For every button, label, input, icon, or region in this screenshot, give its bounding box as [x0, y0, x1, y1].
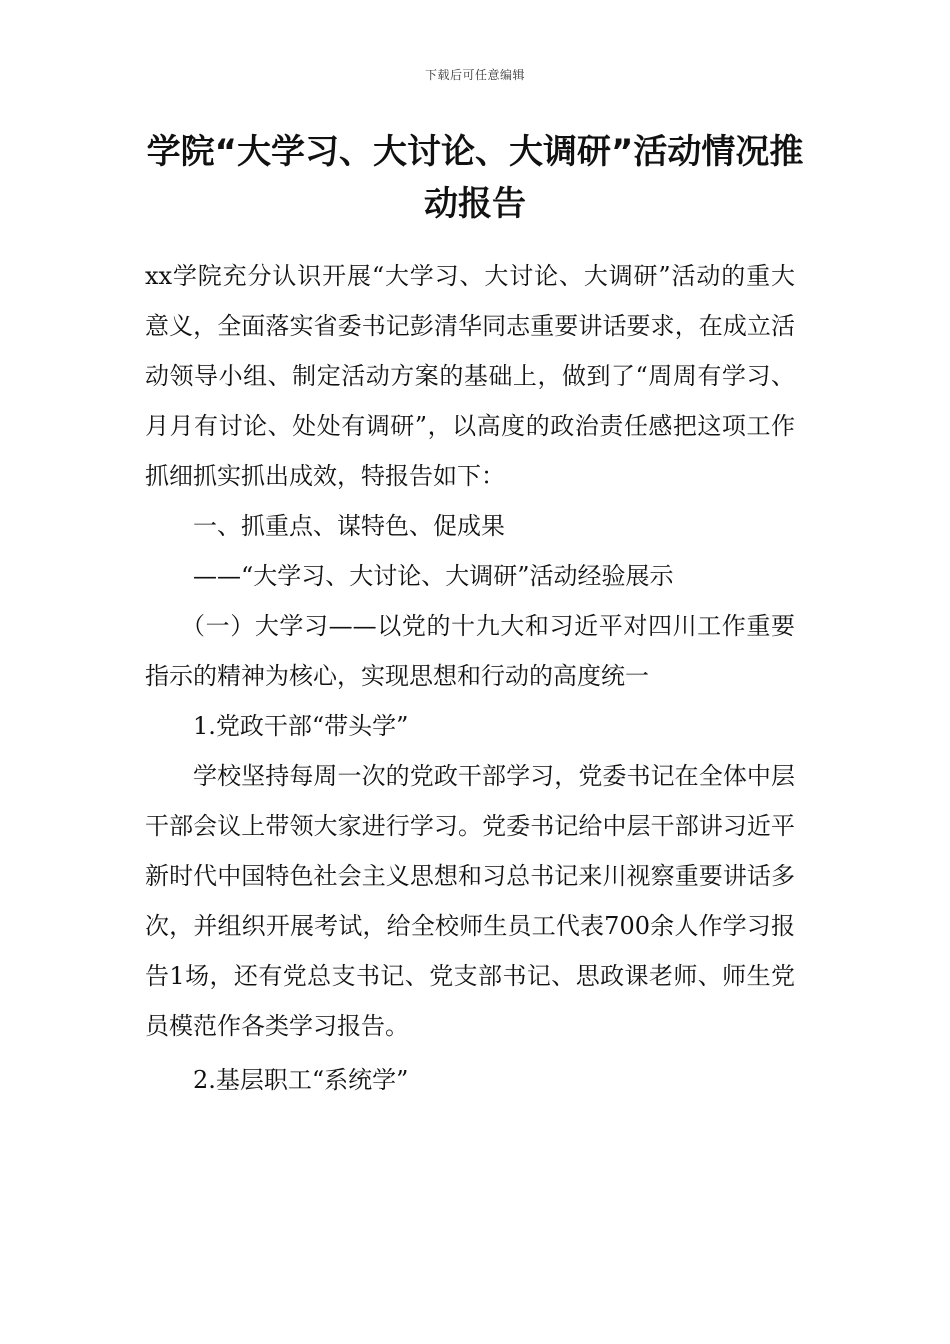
header-note: 下载后可任意编辑 — [424, 68, 525, 82]
intro-paragraph: xx学院充分认识开展“大学习、大讨论、大调研”活动的重大意义，全面落实省委书记彭清华同志重要讲话要求，在成立活动领导小组、制定活动方案的基础上，做到了“周周有学习、月月有讨论、处处有调研”，以高度的政治责任感把这项工作抓细抓实抓出成效，特报告如下： — [145, 262, 795, 490]
section-subtitle: ——“大学习、大讨论、大调研”活动经验展示 — [193, 562, 674, 590]
subsection-heading: （一）大学习——以党的十九大和习近平对四川工作重要指示的精神为核心，实现思想和行动的高度统一 — [145, 612, 795, 690]
item-paragraph-1: 学校坚持每周一次的党政干部学习，党委书记在全体中层干部会议上带领大家进行学习。党委书记给中层干部讲习近平新时代中国特色社会主义思想和习总书记来川视察重要讲话多次，并组织开展考试，给全校师生员工代表700余人作学习报告1场，还有党总支书记、党支部书记、思政课老师、师生党员模范作各类学习报告。 — [145, 762, 795, 1040]
document-title: 学院“大学习、大讨论、大调研”活动情况推动报告 — [146, 132, 804, 224]
section-heading: 一、抓重点、谋特色、促成果 — [193, 512, 505, 540]
document-body — [145, 251, 795, 1105]
item-heading-2: 2.基层职工“系统学” — [193, 1066, 409, 1094]
item-heading-1: 1.党政干部“带头学” — [193, 712, 409, 740]
